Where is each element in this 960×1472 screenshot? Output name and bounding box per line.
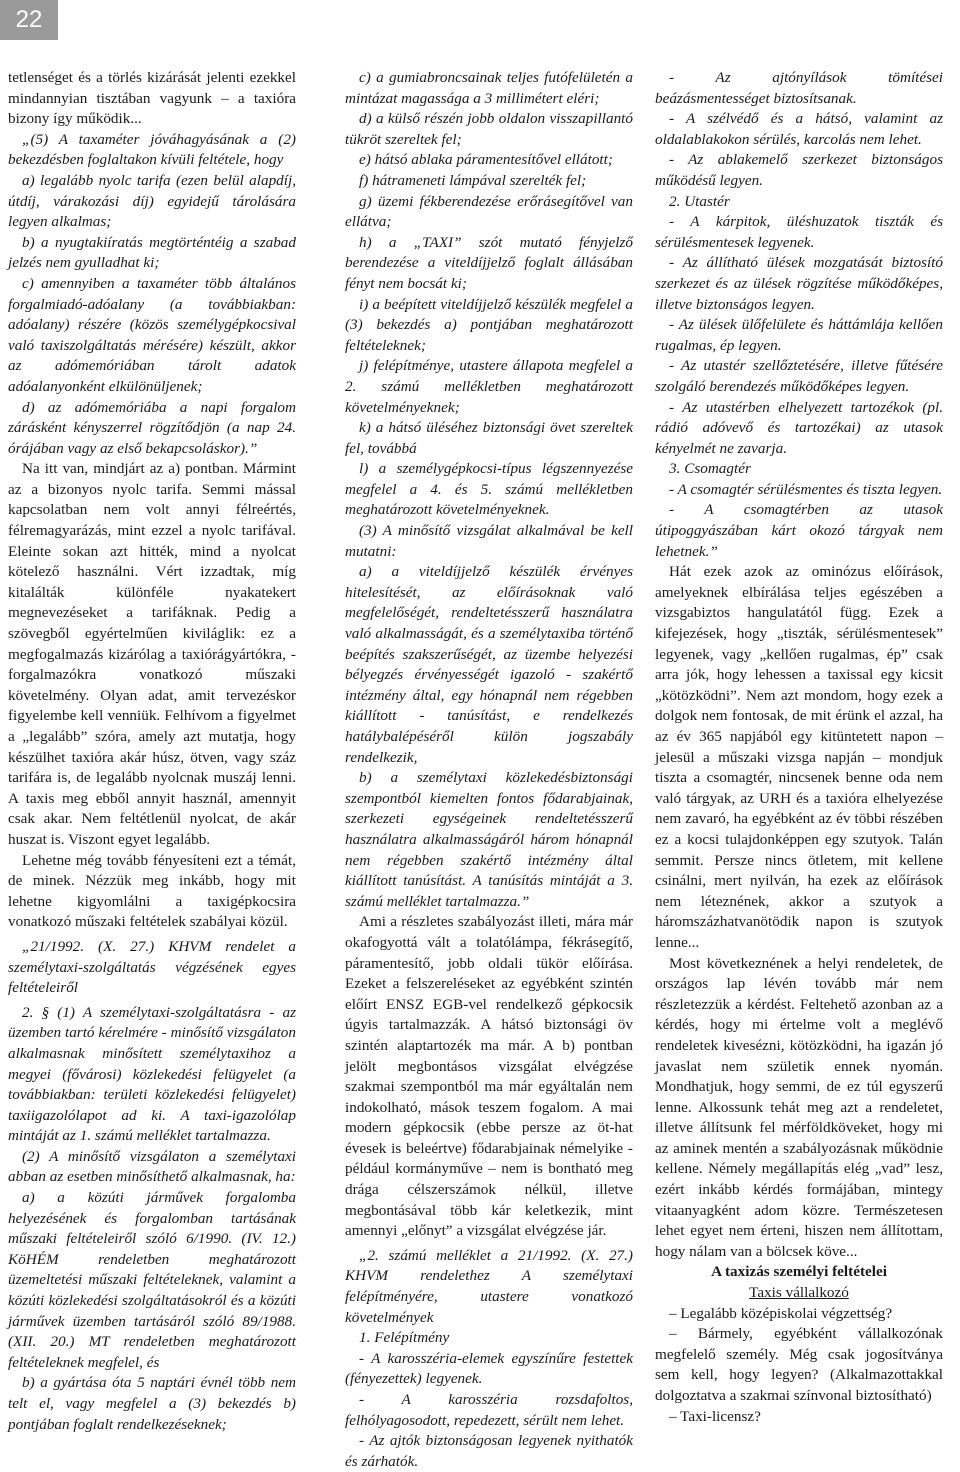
paragraph: (2) A minősítő vizsgálaton a személytaxi abban az esetben minősíthető alkalmasnak, ha: xyxy=(8,1147,296,1186)
paragraph: – Taxi-licensz? xyxy=(669,1407,761,1425)
paragraph: „21/1992. (X. 27.) KHVM rendelet a személytaxi-szolgáltatás végzésének egyes feltételeiről xyxy=(8,937,296,997)
paragraph: - A karosszéria rozsdafoltos, felhólyagosodott, repedezett, sérült nem lehet. xyxy=(345,1391,633,1429)
paragraph: „(5) A taxaméter jóváhagyásának a (2) bekezdésben foglaltakon kívüli feltétele, hogy xyxy=(8,130,296,169)
paragraph: - Az ajtók biztonságosan legyenek nyithatók és zárhatók. xyxy=(345,1432,633,1470)
paragraph: a) a közúti járművek forgalomba helyezésének és forgalomban tartásának műszaki feltételeiről szóló 6/1990. (IV. 12.) KöHÉM rendeletben meghatározott üzemeltetési műszaki feltételeknek, valamint a közúti közlekedési szolgáltatásokról és a közúti járművek üzemben tartásáról szóló 89/1988. (XII. 20.) MT rendeletben meghatározott feltételeknek megfelel, és xyxy=(8,1189,296,1371)
paragraph: 2. § (1) A személytaxi-szolgáltatásra - az üzemben tartó kérelmére - minősítő vizsgálaton alkalmasnak minősített személytaxihoz a megyei (fővárosi) közlekedési felügyelet (a továbbiakban: területi közlekedési felügyelet) taxiigazolólapot ad ki. A taxi-igazolólap mintáját az 1. számú melléklet tartalmazza. xyxy=(8,1003,296,1145)
paragraph: h) a „TAXI” szót mutató fényjelző berendezése a viteldíjjelző foglalt állásában fényt nem bocsát ki; xyxy=(345,233,633,292)
paragraph: l) a személygépkocsi-típus légszennyezése megfelel a 4. és 5. számú mellékletben meghatározott követelményeknek. xyxy=(345,460,633,519)
paragraph: (3) A minősítő vizsgálat alkalmával be kell mutatni: xyxy=(345,522,633,560)
paragraph: - Az ablakemelő szerkezet biztonságos működésű legyen. xyxy=(655,151,943,189)
paragraph: d) az adómemóriába a napi forgalom zárásként kényszerrel rögzítődjön (a nap 24. órájában vagy az első bekapcsoláskor).” xyxy=(8,398,296,457)
paragraph: e) hátsó ablaka páramentesítővel ellátott; xyxy=(359,151,613,169)
text-column-1 xyxy=(8,68,296,1433)
paragraph: c) amennyiben a taxaméter több általános forgalmiadó-adóalany (a továbbiakban: adóalany) részére (közös személygépkocsival való taxiszolgáltatás mérésére) készült, akkor az adómemóriában tárolt adatok adóalanyonként elkülönüljenek; xyxy=(8,274,296,395)
paragraph: tetlenséget és a törlés kizárását jelenti ezekkel mindannyian tisztában vagyunk – a taxióra bizony így működik... xyxy=(8,69,296,128)
text-column-2 xyxy=(345,68,633,1470)
paragraph: Na itt van, mindjárt az a) pontban. Mármint az a bizonyos nyolc tarifa. Semmi mással kapcsolatban nem volt annyi félreértés, félremagyarázás, mint ezzel a nyolc tarifával. Eleinte sokan azt hitték, mind a nyolcat kötelező használni. Vért izzadtak, míg kitalálták különféle nyakatekert megnevezéseket a tarifáknak. Pedig a szövegből egyértelműen kiviláglik: ez a megfogalmazás kizárólag a taxiórágyártókra, -forgalmazókra vonatkozó műszaki követelmény. Olyan adat, amit tervezéskor figyelembe kell venniük. Felhívom a figyelmet a „legalább” szóra, amely azt mutatja, hogy készülhet taxióra akár húsz, ötven, vagy száz tarifára is, de legalább nyolcnak muszáj lenni. A taxis meg ebből annyit használ, amennyit csak akar. Nem feltétlenül nyolcat, de akár huszat is. Viszont egyet legalább. xyxy=(8,460,296,848)
paragraph: i) a beépített viteldíjjelző készülék megfelel a (3) bekezdés a) pontjában meghatározott feltételeknek; xyxy=(345,295,633,354)
paragraph: b) a személytaxi közlekedésbiztonsági szempontból kiemelten fontos fődarabjainak, szerkezeti egységeinek rendeltetésszerű használatra alkalmasságáról három hónapnál nem régebben szakértő intézmény által kiállított tanúsítást. A tanúsítás mintáját a 3. számú melléklet tartalmazza.” xyxy=(345,769,633,910)
paragraph: 1. Felépítmény xyxy=(359,1329,450,1347)
paragraph: - Az utastér szellőztetésére, illetve fűtésére szolgáló berendezés működőképes legyen. xyxy=(655,357,943,395)
paragraph: a) legalább nyolc tarifa (ezen belül alapdíj, útdíj, várakozási díj) egyidejű tárolására legyen alkalmas; xyxy=(8,171,296,231)
paragraph: f) hátrameneti lámpával szerelték fel; xyxy=(359,171,587,189)
paragraph: c) a gumiabroncsainak teljes futófelületén a mintázat magassága a 3 millimétert eléri; xyxy=(345,69,633,107)
paragraph: - A kárpitok, üléshuzatok tiszták és sérülésmentesek legyenek. xyxy=(655,213,943,251)
paragraph: - A csomagtér sérülésmentes és tiszta legyen. xyxy=(669,480,943,498)
paragraph: - Az ülések ülőfelülete és háttámlája kellően rugalmas, ép legyen. xyxy=(655,316,943,354)
paragraph: a) a viteldíjjelző készülék érvényes hitelesítését, az előírásoknak való megfelelőségét, rendeltetésszerű használatra való alkalmasságát, és a személytaxiba történő beépítés szakszerűségét, az üzembe helyezési bélyegzés érvényességét igazoló - szakértő intézmény által, egy hónapnál nem régebben kiállított - tanúsítást, e rendelkezés hatálybalépéséről külön jogszabály rendelkezik, xyxy=(345,563,633,766)
paragraph: Most következnének a helyi rendeletek, de országos lap lévén tovább már nem részletezzük a kérdést. Feltehető azonban az a kérdés, hogy mi értelme volt a meglévő rendeletek kivesézni, kötözködni, ha igazán jó javaslat nem születik ennek nyomán. Mondhatjuk, hogy semmi, de ez túl egyszerű lenne. Alkossunk tehát meg azt a rendeletet, illetve állítsunk fel mérföldköveket, hogy mi az aminek mentén a szabályozásnak működnie kellene. Némely megállapítás elég „vad” lesz, ezért inkább kérdés formájában, mintegy vitaanyagként adom közre. Természetesen lehet egyet nem érteni, hiszen nem állítottam, hogy nálam van a bölcsek köve... xyxy=(655,954,943,1260)
paragraph: – Legalább középiskolai végzettség? xyxy=(669,1304,893,1322)
paragraph: j) felépítménye, utastere állapota megfelel a 2. számú mellékletben meghatározott követelményeknek; xyxy=(345,357,633,416)
paragraph: „2. számú melléklet a 21/1992. (X. 27.) KHVM rendelethez A személytaxi felépítményére, utastere vonatkozó követelmények xyxy=(345,1246,633,1326)
paragraph: Hát ezek azok az ominózus előírások, amelyeknek elbírálása teljes egészében a vizsgabiztos hangulatától függ. Ezek a kifejezések, hogy „tiszták, sérülésmentesek” legyenek, vagy „kellően rugalmas, ép” csak arra jók, hogy lehessen a taxissal egy kicsit „kötözködni”. Nem azt mondom, hogy ezek a dolgok nem fontosak, de mit érünk el azzal, ha az év 365 napjából egy kitüntetett napon – jelesül a műszaki vizsga napján – mondjuk tiszta a csomagtér, nincsenek benne oda nem való tárgyak, az URH és a taxióra elhelyezése nem zavaró, ha egyébként az év többi részében ez a kocsi tulajdonképpen egy szutyok. Talán semmit. Persze nincs ötletem, mit kellene csinálni, mert nyilván, ha ezek az előírások nem léteznének, akkor a szutyok a háromszázhatvanötödik napon is szutyok lenne... xyxy=(655,563,943,951)
paragraph: - Az állítható ülések mozgatását biztosító szerkezet és az ülések rögzítése működőképes, illetve biztonságos legyen. xyxy=(655,254,943,313)
paragraph: b) a nyugtakiíratás megtörténtéig a szabad jelzés nem gyulladhat ki; xyxy=(8,233,296,272)
article-columns xyxy=(0,68,960,1470)
paragraph: - A szélvédő és a hátsó, valamint az oldalablakokon sérülés, karcolás nem lehet. xyxy=(655,110,943,148)
page-number: 22 xyxy=(0,0,58,40)
paragraph: Taxis vállalkozó xyxy=(749,1284,849,1302)
paragraph: 3. Csomagtér xyxy=(669,460,751,478)
paragraph: k) a hátsó üléséhez biztonsági övet szereltek fel, továbbá xyxy=(345,419,633,457)
paragraph: - Az utastérben elhelyezett tartozékok (pl. rádió adóvevő és tartozékai) az utasok kényelmét ne zavarja. xyxy=(655,398,943,457)
paragraph: Ami a részletes szabályozást illeti, mára már okafogyottá vált a tolatólámpa, fékrásegítő, páramentesítő, jobb oldali tükör előírása. Ezeket a felszereléseket az egyébként szintén előírt ENSZ EGB-vel rendelkező gépkocsik úgyis tartalmazzák. A hátsó biztonsági öv szintén alaptartozék ma már. A b) pontban jelölt megbontásos vizsgálat elvégzése szakmai szempontból ma már egyáltalán nem indokolható, mások teszem fogalom. A mai modern gépkocsik (ebbe persze az öt-hat évesek is beleértve) fődarabjainak némelyike - például kormányműve – nem is bontható meg drága célszerszámok nélkül, illetve megbontásával több kár keletkezik, mint amennyi „előnyt” a vizsgálat elvégzése jár. xyxy=(345,913,633,1240)
paragraph: – Bármely, egyébként vállalkozónak megfelelő személy. Még csak jogosítványa sem kell, hogy legyen? (Alkalmazottakkal dolgoztatva a szakmai színvonal biztosítható) xyxy=(655,1325,943,1404)
paragraph: d) a külső részén jobb oldalon visszapillantó tükröt szereltek fel; xyxy=(345,110,633,148)
paragraph: - A karosszéria-elemek egyszínűre festettek (fényezettek) legyenek. xyxy=(345,1349,633,1388)
paragraph: - A csomagtérben az utasok útipoggyászában kárt okozó tárgyak nem lehetnek.” xyxy=(655,501,943,560)
paragraph: b) a gyártása óta 5 naptári évnél több nem telt el, vagy megfelel a (3) bekezdés b) pontjában foglalt rendelkezéseknek; xyxy=(8,1374,296,1433)
paragraph: Lehetne még tovább fényesíteni ezt a témát, de minek. Nézzük meg inkább, hogy mit lehetne kigyomlálni a taxigépkocsira vonatkozó műszaki feltételek szabályai közül. xyxy=(8,851,296,931)
paragraph: A taxizás személyi feltételei xyxy=(711,1263,887,1281)
text-column-3 xyxy=(655,68,943,1425)
paragraph: 2. Utastér xyxy=(669,192,730,210)
paragraph: - Az ajtónyílások tömítései beázásmentességet biztosítsanak. xyxy=(655,69,943,107)
paragraph: g) üzemi fékberendezése erőrásegítővel van ellátva; xyxy=(345,192,633,231)
